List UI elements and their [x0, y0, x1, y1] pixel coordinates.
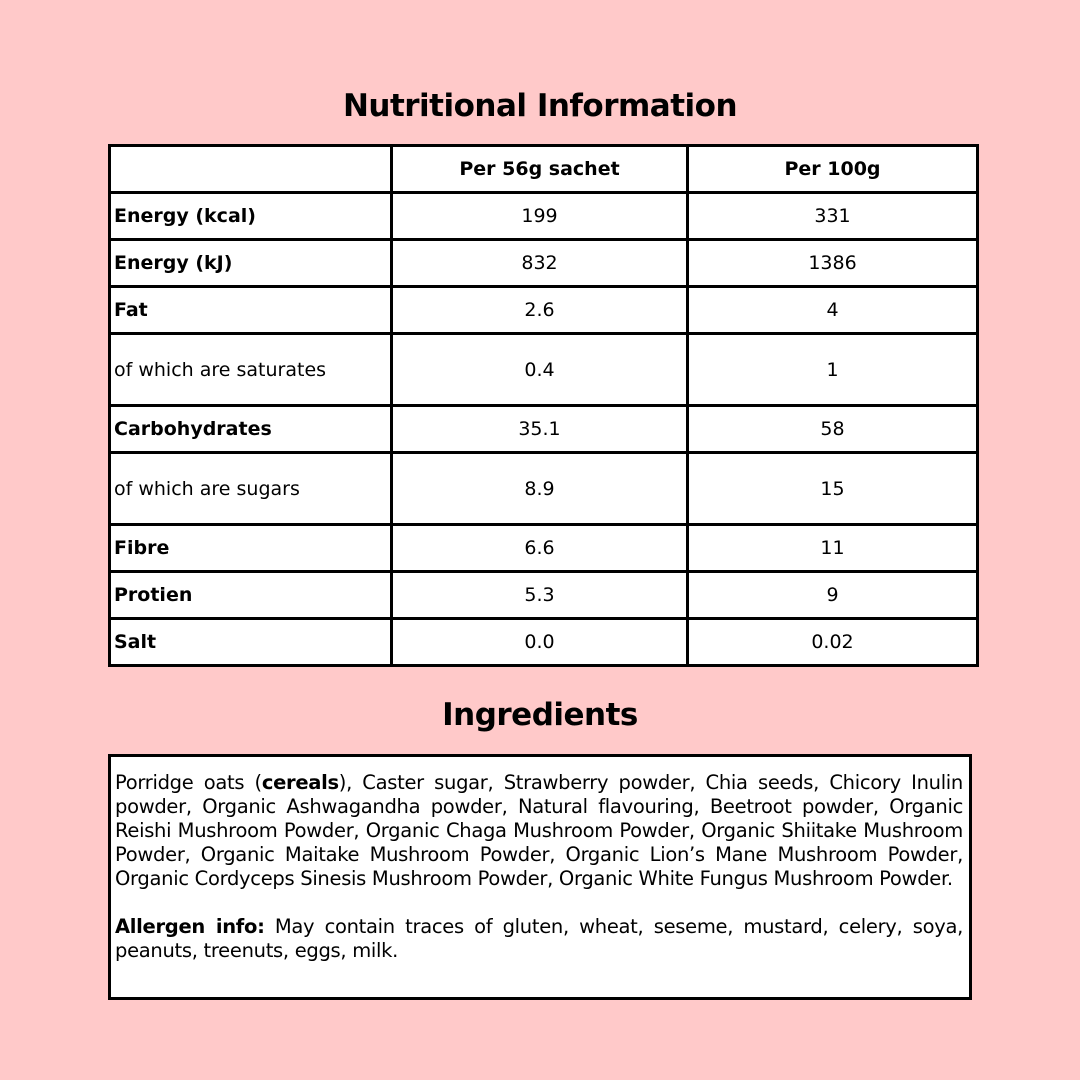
nutrient-label: Protien — [110, 572, 392, 619]
table-row — [110, 525, 978, 572]
value-per-100g: 0.02 — [688, 619, 978, 666]
ingredients-text — [115, 771, 963, 891]
table-row — [110, 193, 978, 240]
header-per-100g: Per 100g — [688, 146, 978, 193]
value-per-100g: 58 — [688, 406, 978, 453]
nutrient-label: Fat — [110, 287, 392, 334]
nutrient-label: Energy (kcal) — [110, 193, 392, 240]
nutrient-label: Salt — [110, 619, 392, 666]
nutrition-table — [108, 144, 979, 667]
table-row — [110, 240, 978, 287]
allergen-label: Allergen info: — [115, 915, 265, 938]
table-row — [110, 572, 978, 619]
value-per-100g: 1 — [688, 334, 978, 406]
value-per-100g: 11 — [688, 525, 978, 572]
table-row — [110, 619, 978, 666]
value-per-sachet: 6.6 — [392, 525, 688, 572]
value-per-sachet: 5.3 — [392, 572, 688, 619]
value-per-100g: 15 — [688, 453, 978, 525]
value-per-100g: 1386 — [688, 240, 978, 287]
value-per-sachet: 0.4 — [392, 334, 688, 406]
table-header-row — [110, 146, 978, 193]
allergen-text: May contain traces of gluten, wheat, seseme, mustard, celery, soya, peanuts, treenuts, eggs, milk. — [115, 915, 963, 962]
ingredients-title: Ingredients — [442, 697, 638, 733]
header-label — [110, 146, 392, 193]
nutrient-label: Carbohydrates — [110, 406, 392, 453]
ingredients-bold-word: cereals — [261, 771, 339, 794]
table-row — [110, 334, 978, 406]
nutrition-title: Nutritional Information — [342, 88, 738, 124]
value-per-sachet: 0.0 — [392, 619, 688, 666]
value-per-sachet: 35.1 — [392, 406, 688, 453]
ingredients-text-start: Porridge oats ( — [115, 771, 262, 794]
value-per-sachet: 832 — [392, 240, 688, 287]
allergen-info — [115, 915, 963, 963]
nutrient-label: Energy (kJ) — [110, 240, 392, 287]
nutrient-label: of which are saturates — [110, 334, 392, 406]
table-row — [110, 406, 978, 453]
value-per-100g: 9 — [688, 572, 978, 619]
ingredients-text-end: ), Caster sugar, Strawberry powder, Chia seeds, Chicory Inulin powder, Organic Ashwagandha powder, Natural flavouring, Beetroot powder, Organic Reishi Mushroom Powder, Organic Chaga Mushroom Powder, Organic Shiitake Mushroom Powder, Organic Maitake Mushroom Powder, Organic Lion’s Mane Mushroom Powder, Organic Cordyceps Sinesis Mushroom Powder, Organic White Fungus Mushroom Powder. — [115, 771, 963, 890]
header-per-sachet: Per 56g sachet — [392, 146, 688, 193]
nutrient-label: of which are sugars — [110, 453, 392, 525]
nutrient-label: Fibre — [110, 525, 392, 572]
value-per-sachet: 2.6 — [392, 287, 688, 334]
value-per-100g: 4 — [688, 287, 978, 334]
value-per-sachet: 199 — [392, 193, 688, 240]
value-per-sachet: 8.9 — [392, 453, 688, 525]
ingredients-box — [108, 754, 972, 1000]
table-row — [110, 287, 978, 334]
table-row — [110, 453, 978, 525]
value-per-100g: 331 — [688, 193, 978, 240]
